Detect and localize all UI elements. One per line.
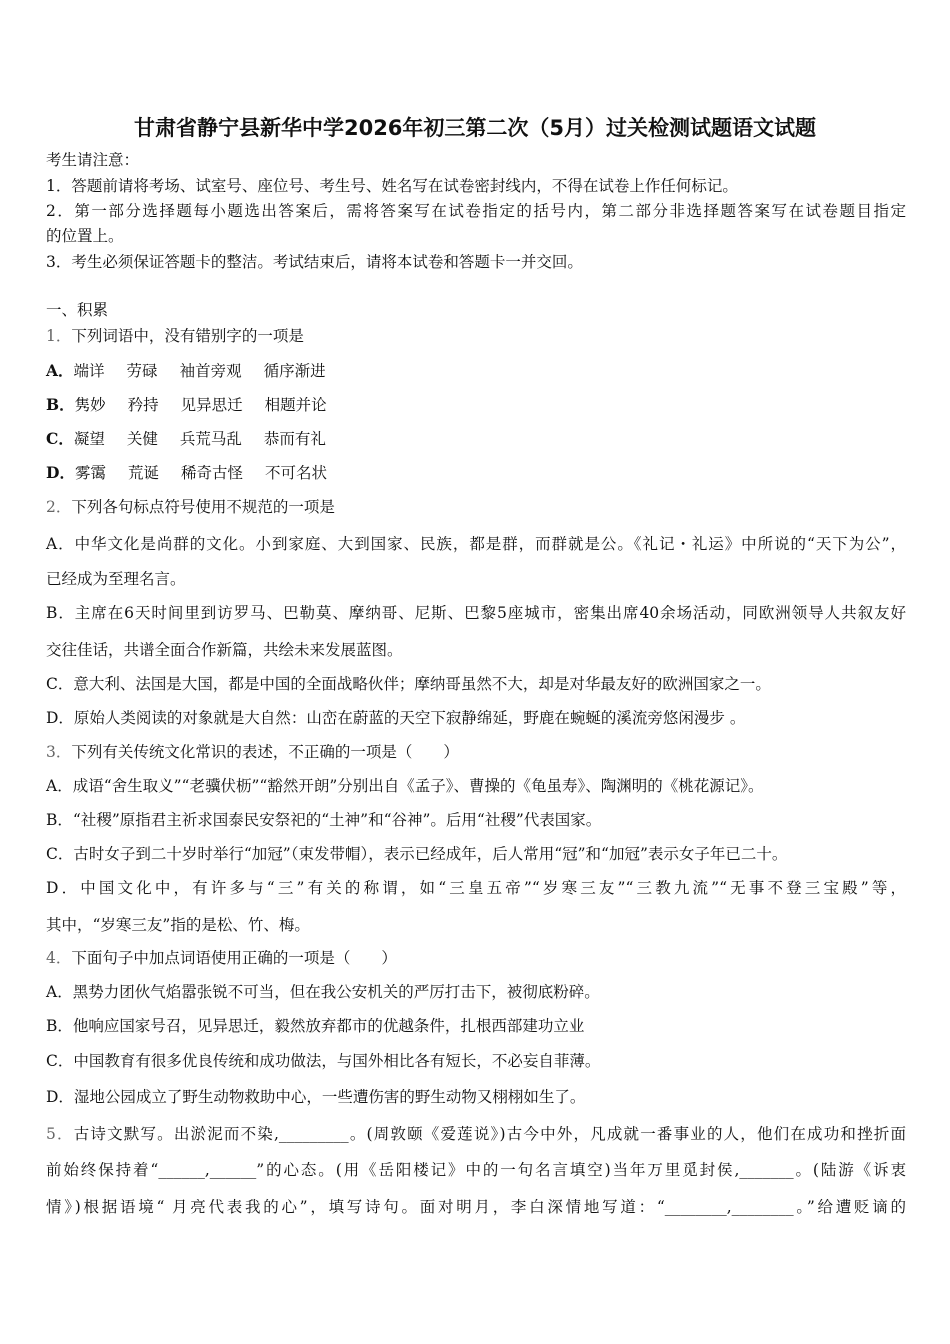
option-line: B．主席在6天时间里到访罗马、巴勒莫、摩纳哥、尼斯、巴黎5座城市，密集出席40余场活动，同欧洲领导人共叙友好 bbox=[46, 604, 906, 622]
option-word: 相题并论 bbox=[264, 396, 327, 414]
question-number: 5． bbox=[46, 1125, 74, 1143]
page-title: 甘肃省静宁县新华中学2026年初三第二次（5月）过关检测试题语文试题 bbox=[133, 116, 817, 140]
option-word: 循序渐进 bbox=[263, 362, 326, 380]
option-word: 荒诞 bbox=[127, 464, 159, 482]
question-4-stem bbox=[46, 948, 397, 968]
option-line: B．他响应国家号召，见异思迁，毅然放弃都市的优越条件，扎根西部建功立业 bbox=[46, 1017, 585, 1035]
option-label: A． bbox=[46, 361, 74, 380]
question-3-stem bbox=[46, 742, 459, 762]
section-heading: 一、积累 bbox=[46, 301, 109, 319]
question-text: 下列有关传统文化常识的表述，不正确的一项是（ ） bbox=[71, 743, 459, 761]
option-word: 不可名状 bbox=[265, 464, 328, 482]
option-line: 已经成为至理名言。 bbox=[46, 570, 186, 588]
option-line: C．中国教育有很多优良传统和成功做法，与国外相比各有短长，不必妄自菲薄。 bbox=[46, 1052, 601, 1070]
option-word: 劳碌 bbox=[126, 362, 158, 380]
option-word: 端详 bbox=[73, 362, 105, 380]
option-d bbox=[46, 463, 349, 483]
option-word: 恭而有礼 bbox=[263, 430, 326, 448]
option-line: 交往佳话，共谱全面合作新篇，共绘未来发展蓝图。 bbox=[46, 641, 403, 659]
option-word: 凝望 bbox=[73, 430, 105, 448]
question-text: 古诗文默写。出淤泥而不染,_________。(周敦颐《爱莲说》)古今中外，凡成就一番事业的人，他们在成功和挫折面 bbox=[73, 1125, 906, 1143]
option-label: C． bbox=[46, 429, 74, 448]
option-line: 其中，“岁寒三友”指的是松、竹、梅。 bbox=[46, 916, 310, 934]
option-word: 稀奇古怪 bbox=[180, 464, 243, 482]
option-label: B． bbox=[46, 395, 75, 414]
option-line: D．原始人类阅读的对象就是大自然：山峦在蔚蓝的天空下寂静绵延，野鹿在蜿蜒的溪流旁悠闲漫步 。 bbox=[46, 709, 746, 727]
question-number: 2． bbox=[46, 498, 72, 516]
question-number: 4． bbox=[46, 949, 72, 967]
option-line: D．湿地公园成立了野生动物救助中心，一些遭伤害的野生动物又栩栩如生了。 bbox=[46, 1088, 586, 1106]
option-word: 见异思迁 bbox=[180, 396, 243, 414]
option-line: A．中华文化是尚群的文化。小到家庭、大到国家、民族，都是群，而群就是公。《礼记・礼运》中所说的“天下为公”， bbox=[46, 535, 906, 553]
option-line: C．古时女子到二十岁时举行“加冠”（束发带帽），表示已经成年，后人常用“冠”和“加冠”表示女子年已二十。 bbox=[46, 845, 788, 863]
option-label: D． bbox=[46, 463, 75, 482]
option-c bbox=[46, 429, 348, 449]
question-text: 下列词语中，没有错别字的一项是 bbox=[71, 327, 304, 345]
notice-item: 3．考生必须保证答题卡的整洁。考试结束后，请将本试卷和答题卡一并交回。 bbox=[46, 253, 583, 271]
option-word: 袖首旁观 bbox=[179, 362, 242, 380]
question-2-stem bbox=[46, 497, 335, 517]
question-5-line: 情》)根据语境“ 月亮代表我的心”，填写诗句。面对明月，李白深情地写道：“________,________。”给遭贬谪的 bbox=[46, 1198, 906, 1216]
question-text: 下列各句标点符号使用不规范的一项是 bbox=[71, 498, 335, 516]
option-line: C．意大利、法国是大国，都是中国的全面战略伙伴；摩纳哥虽然不大，却是对华最友好的欧洲国家之一。 bbox=[46, 675, 771, 693]
notice-item: 的位置上。 bbox=[46, 227, 124, 245]
notice-item: 1．答题前请将考场、试室号、座位号、考生号、姓名写在试卷密封线内，不得在试卷上作任何标记。 bbox=[46, 177, 738, 195]
option-word: 隽妙 bbox=[74, 396, 106, 414]
option-word: 雾霭 bbox=[74, 464, 106, 482]
option-line: B．“社稷”原指君主祈求国泰民安祭祀的“土神”和“谷神”。后用“社稷”代表国家。 bbox=[46, 811, 602, 829]
question-1-stem bbox=[46, 326, 304, 346]
option-line: D．中国文化中，有许多与“三”有关的称谓，如“三皇五帝”“岁寒三友”“三教九流”“无事不登三宝殿”等， bbox=[46, 879, 906, 897]
option-line: A．黑势力团伙气焰嚣张锐不可当，但在我公安机关的严厉打击下，被彻底粉碎。 bbox=[46, 983, 600, 1001]
option-word: 关健 bbox=[126, 430, 158, 448]
question-number: 3． bbox=[46, 743, 72, 761]
notice-item: 2．第一部分选择题每小题选出答案后，需将答案写在试卷指定的括号内，第二部分非选择题答案写在试卷题目指定 bbox=[46, 202, 906, 220]
option-word: 兵荒马乱 bbox=[179, 430, 242, 448]
question-text: 下面句子中加点词语使用正确的一项是（ ） bbox=[71, 949, 397, 967]
notice-heading: 考生请注意： bbox=[46, 151, 140, 169]
question-number: 1． bbox=[46, 327, 72, 345]
option-b bbox=[46, 395, 349, 415]
option-a bbox=[46, 361, 348, 381]
option-line: A．成语“舍生取义”“老骥伏枥”“豁然开朗”分别出自《孟子》、曹操的《龟虽寿》、陶渊明的《桃花源记》。 bbox=[46, 777, 764, 795]
option-word: 矜持 bbox=[127, 396, 159, 414]
question-5-line: 前始终保持着“______,______”的心态。(用《岳阳楼记》中的一句名言填空)当年万里觅封侯,_______。(陆游《诉衷 bbox=[46, 1161, 906, 1179]
question-5-line bbox=[46, 1124, 906, 1144]
